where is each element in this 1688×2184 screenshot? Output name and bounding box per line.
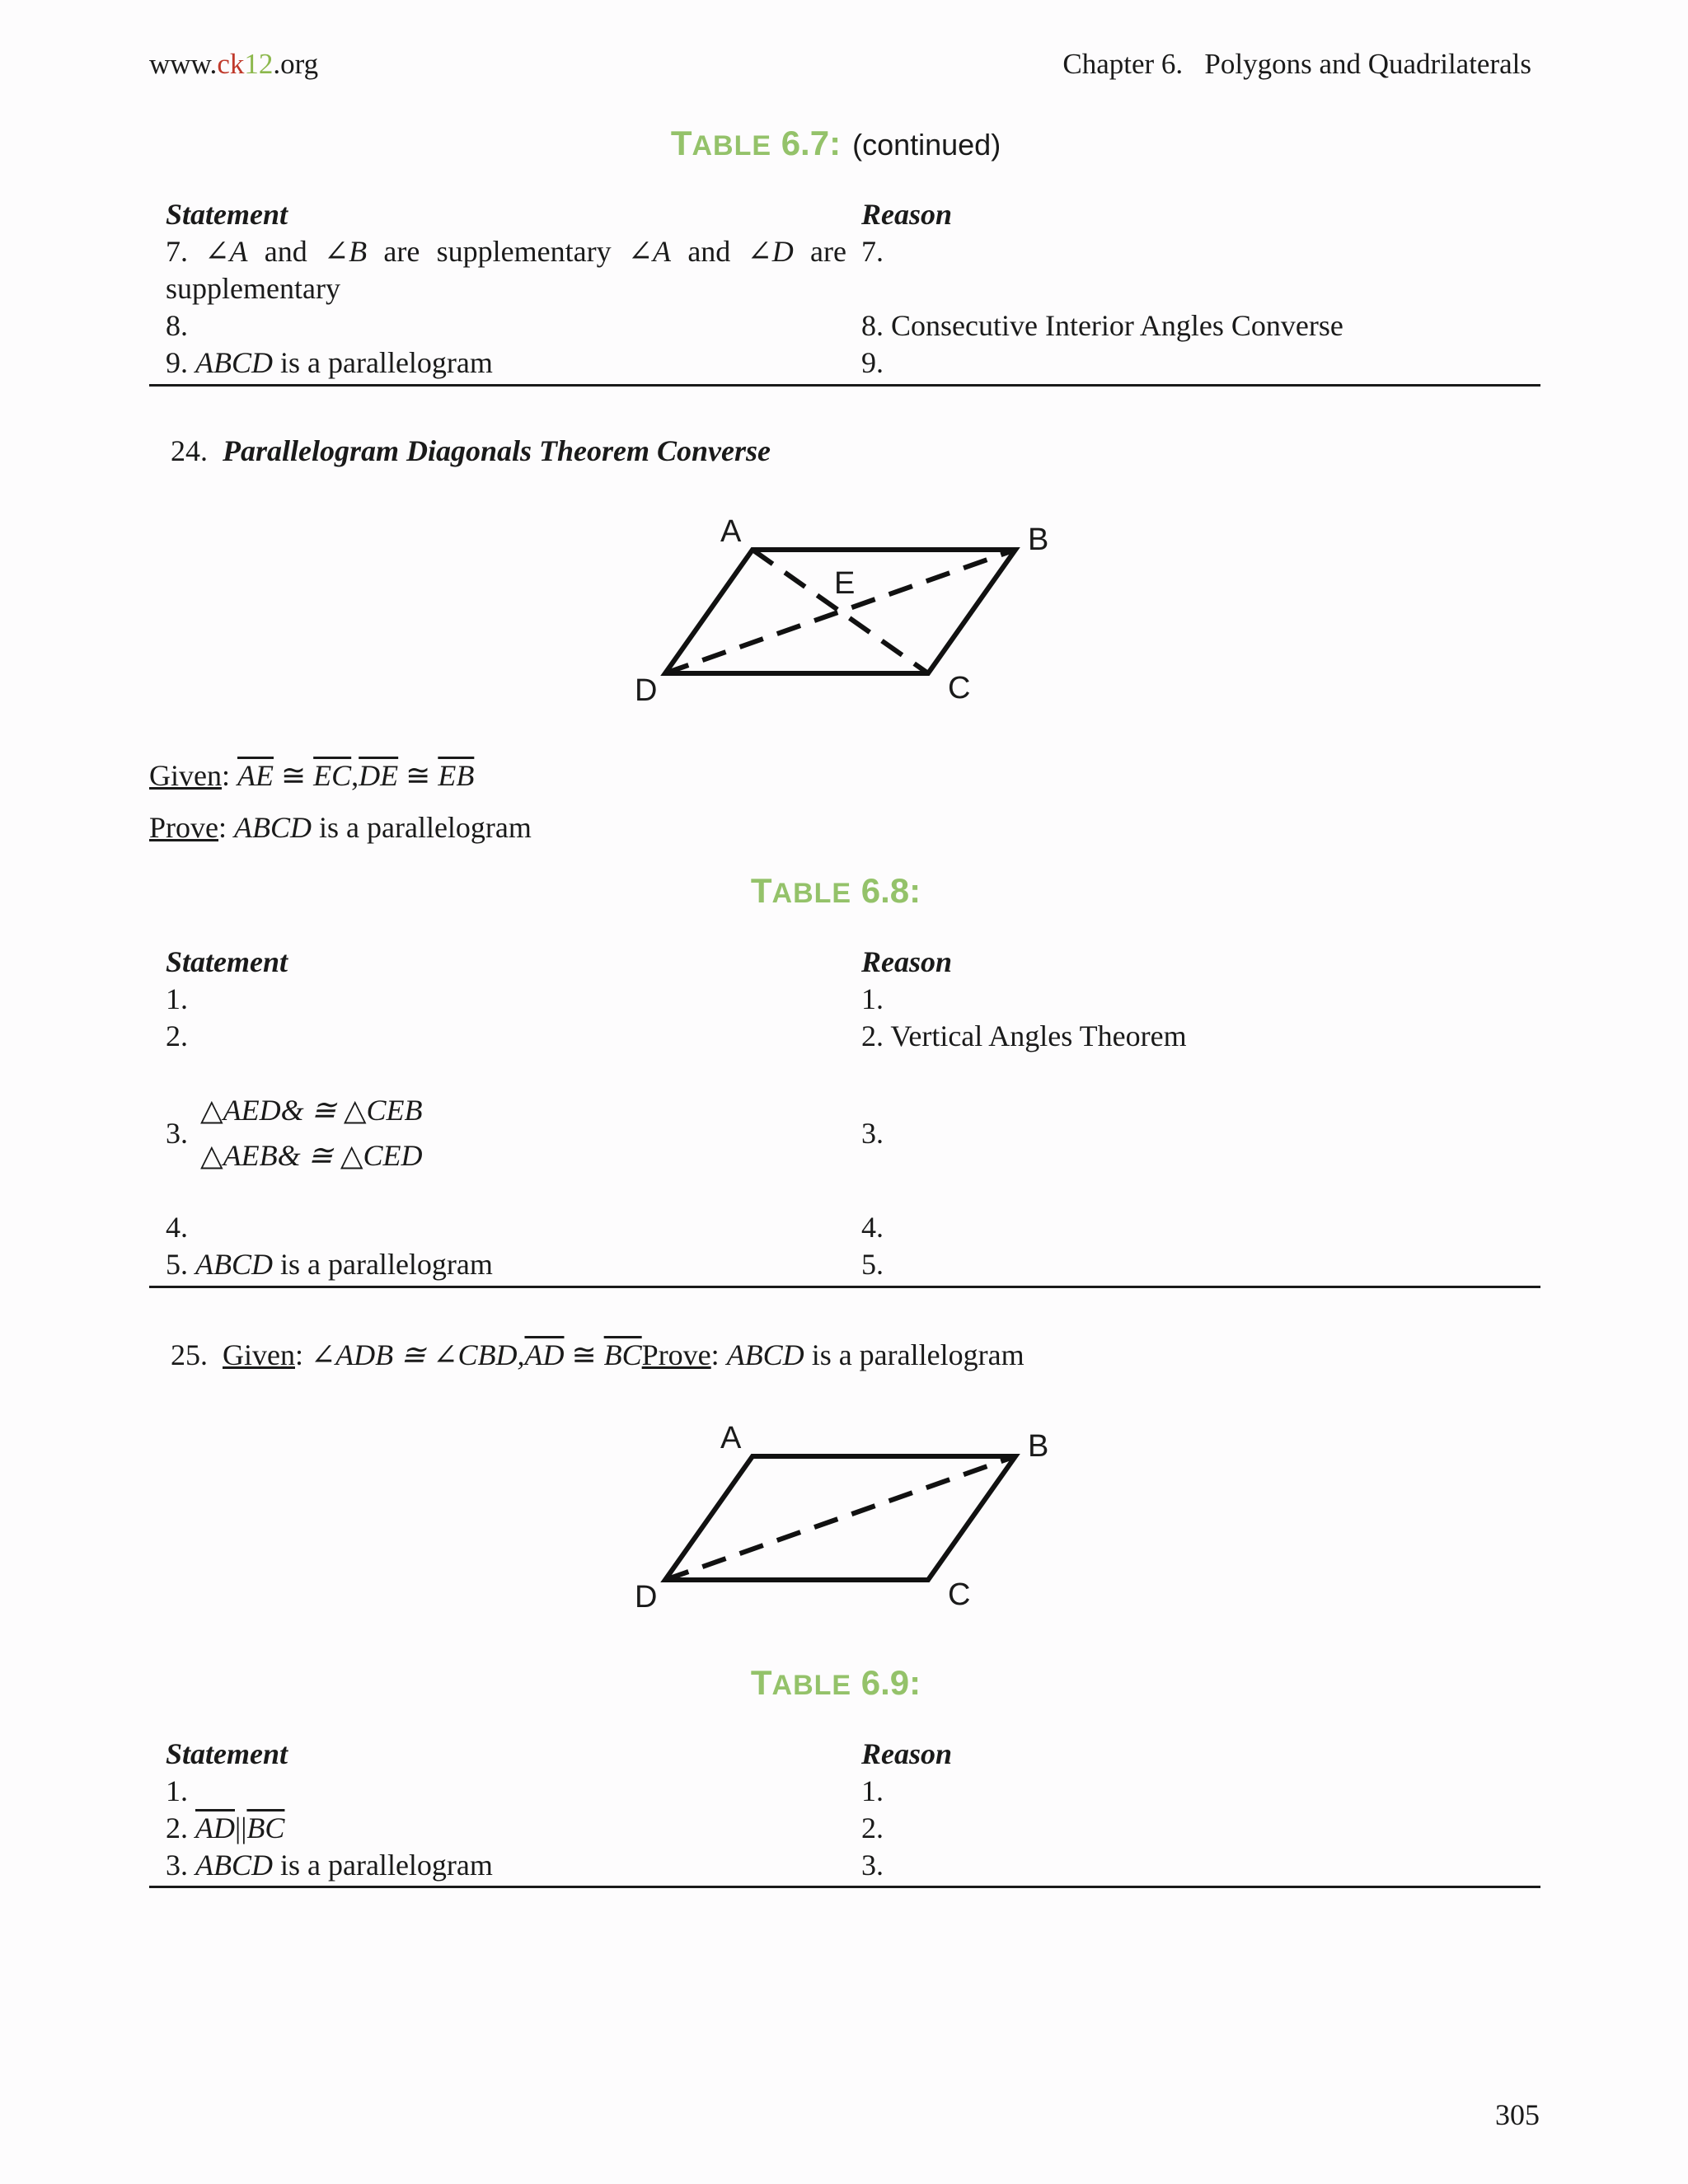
- table-6-7-caption: TABLE 6.7: (continued): [670, 124, 1001, 162]
- reason-cell: 5.: [861, 1248, 884, 1281]
- reason-cell: 2. Vertical Angles Theorem: [861, 1019, 1187, 1052]
- statement-header: Statement: [166, 1737, 288, 1770]
- statement-cell: 7. ∠A and ∠B are supplementary ∠A and ∠D are supplementary: [166, 235, 846, 305]
- statement-cell: 5. ABCD is a parallelogram: [166, 1248, 493, 1281]
- table-6-8: [149, 944, 1540, 1290]
- point-label-e: E: [834, 566, 856, 601]
- given-24: Given: $\overline{AE}$ ≅ $\overline{EC},\overline{DE}$ ≅ $\overline{EB}$: [149, 759, 475, 792]
- chapter-title: Chapter 6. Polygons and Quadrilaterals: [1062, 48, 1531, 80]
- vertex-label-d: D: [635, 673, 658, 705]
- table-6-9: [149, 1736, 1540, 1892]
- vertex-label-b: B: [1028, 523, 1049, 557]
- vertex-label-a: A: [720, 514, 742, 549]
- vertex-label-b: B: [1028, 1429, 1049, 1464]
- table-bottom-rule: [149, 1886, 1540, 1888]
- statement-cell: 2.: [166, 1019, 188, 1052]
- parallelogram-diagonal-figure: [626, 1413, 1071, 1611]
- parallelogram-diagonals-figure: [626, 507, 1071, 705]
- statement-header: Statement: [166, 945, 288, 978]
- reason-cell: 1.: [861, 982, 884, 1015]
- table-row: [149, 1092, 1540, 1174]
- reason-cell: 2.: [861, 1811, 884, 1844]
- vertex-label-c: C: [948, 1577, 971, 1611]
- statement-header: Statement: [166, 198, 288, 231]
- site-url[interactable]: www.ck12.org: [149, 48, 319, 80]
- reason-cell: 7.: [861, 235, 884, 268]
- reason-header: Reason: [861, 198, 953, 231]
- reason-cell: 8. Consecutive Interior Angles Converse: [861, 309, 1343, 342]
- statement-cell: 4.: [166, 1211, 188, 1244]
- problem-24-heading: 24. Parallelogram Diagonals Theorem Converse: [171, 434, 771, 467]
- prove-24: Prove: ABCD is a parallelogram: [149, 811, 532, 844]
- statement-cell: 8.: [166, 309, 188, 342]
- table-6-7: [149, 196, 1540, 387]
- table-bottom-rule: [149, 384, 1540, 387]
- statement-cell: △AED& ≅ △CEB △AEB& ≅ △CED: [200, 1094, 423, 1172]
- table-bottom-rule: [149, 1286, 1540, 1288]
- reason-cell: 3.: [861, 1849, 884, 1882]
- statement-cell: 1.: [166, 982, 188, 1015]
- reason-cell: 1.: [861, 1774, 884, 1807]
- vertex-label-d: D: [635, 1580, 658, 1611]
- reason-header: Reason: [861, 945, 953, 978]
- problem-25-statement: 25. Given: ∠ADB ≅ $\angle CBD,\overline{AD}$ ≅ $\overline{BC}Prove$: ABCD is a parallelogram: [171, 1338, 1025, 1371]
- statement-cell: 2. $\overline{AD}||\overline{BC}$: [166, 1811, 285, 1844]
- table-6-9-caption: TABLE 6.9:: [750, 1663, 921, 1702]
- vertex-label-a: A: [720, 1421, 742, 1455]
- statement-cell: 1.: [166, 1774, 188, 1807]
- reason-header: Reason: [861, 1737, 953, 1770]
- vertex-label-c: C: [948, 671, 971, 705]
- reason-cell: 9.: [861, 346, 884, 379]
- statement-cell-number: 3.: [166, 1117, 188, 1150]
- statement-cell: 9. ABCD is a parallelogram: [166, 346, 493, 379]
- table-6-8-caption: TABLE 6.8:: [750, 871, 921, 910]
- reason-cell: 4.: [861, 1211, 884, 1244]
- reason-cell: 3.: [861, 1117, 884, 1150]
- page-number: 305: [1495, 2098, 1540, 2131]
- statement-cell: 3. ABCD is a parallelogram: [166, 1849, 493, 1882]
